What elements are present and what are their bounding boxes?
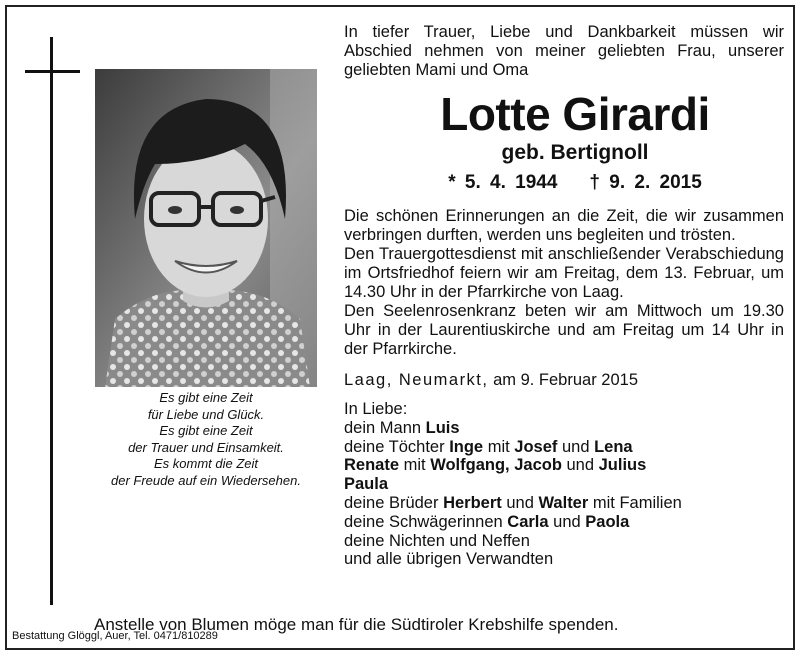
birth-date: * 5. 4. 1944 — [448, 172, 558, 193]
mourner-name: Josef — [514, 437, 558, 456]
poem-line: Es gibt eine Zeit — [159, 390, 253, 405]
mourner-text: deine Schwägerinnen — [344, 512, 508, 531]
mourner-name: Walter — [538, 493, 589, 512]
mourner-text: und — [501, 493, 539, 512]
cross-icon — [50, 37, 53, 605]
love-heading: In Liebe: — [344, 400, 408, 418]
mourner-text: deine Nichten und Neffen — [344, 531, 530, 550]
mourner-line — [344, 419, 784, 438]
mourner-text: und — [548, 512, 586, 531]
donation-note: Anstelle von Blumen möge man für die Südtiroler Krebshilfe spenden. — [94, 615, 619, 634]
mourner-name: Wolfgang, Jacob — [430, 456, 562, 475]
funeral-home: Bestattung Glöggl, Auer, Tel. 0471/810289 — [12, 630, 218, 642]
poem-line: Es kommt die Zeit — [153, 456, 259, 471]
mourner-lines — [344, 419, 784, 569]
mourner-text: und — [557, 437, 595, 456]
mourner-line — [344, 494, 784, 513]
poem-line: der Trauer und Einsamkeit. — [128, 439, 284, 455]
mourner-name: Inge — [449, 437, 484, 456]
life-dates — [366, 171, 784, 195]
poem-line: der Freude auf ein Wiedersehen. — [111, 472, 301, 488]
mourner-line — [344, 438, 784, 457]
mourner-line — [344, 550, 784, 569]
mourner-text: und alle übrigen Verwandten — [344, 550, 554, 569]
mourner-line — [344, 532, 784, 551]
mourner-name: Carla — [507, 512, 549, 531]
mourners-list — [344, 400, 784, 569]
mourner-text: dein Mann — [344, 418, 426, 437]
intro-text: In tiefer Trauer, Liebe und Dankbarkeit müssen wir Abschied nehmen von meiner geliebten Frau, unserer geliebten Mami und Oma — [344, 23, 784, 79]
place: Laag, Neumarkt, — [344, 371, 489, 389]
poem-line: Es gibt eine Zeit — [159, 423, 253, 438]
mourner-name: Lena — [594, 437, 633, 456]
cross-icon-bar — [25, 70, 80, 73]
mourner-line — [344, 475, 784, 494]
mourner-name: Herbert — [443, 493, 502, 512]
mourner-text: und — [561, 456, 599, 475]
obituary-notice — [5, 5, 795, 650]
mourner-name: Julius — [598, 456, 647, 475]
poem — [87, 390, 325, 489]
service-paragraph: Den Trauergottesdienst mit anschließender Verabschiedung im Ortsfriedhof feiern wir am Freitag, dem 13. Februar, um 14.30 Uhr in der Pfarrkirche von Laag. — [344, 245, 784, 301]
deceased-name: Lotte Girardi — [440, 88, 710, 140]
death-date: † 9. 2. 2015 — [589, 172, 702, 193]
mourner-name: Renate — [344, 456, 400, 475]
mourner-text: deine Töchter — [344, 437, 450, 456]
place-date — [344, 371, 784, 390]
mourner-text: mit — [483, 437, 515, 456]
mourner-text: mit — [399, 456, 431, 475]
mourner-line — [344, 456, 784, 475]
date: am 9. Februar 2015 — [493, 371, 638, 389]
mourner-text: mit Familien — [588, 493, 682, 512]
poem-line: für Liebe und Glück. — [147, 406, 265, 422]
mourner-line — [344, 513, 784, 532]
maiden-name: geb. Bertignoll — [501, 141, 649, 164]
portrait-photo — [95, 69, 317, 387]
mourner-name: Paola — [585, 512, 630, 531]
mourner-text: deine Brüder — [344, 493, 444, 512]
mourner-name: Paula — [344, 475, 389, 494]
memory-paragraph: Die schönen Erinnerungen an die Zeit, die wir zusammen verbringen durften, werden uns begleiten und trösten. — [344, 207, 784, 244]
notice-text — [344, 23, 784, 569]
mourner-name: Luis — [425, 418, 460, 437]
rosary-paragraph: Den Seelenrosenkranz beten wir am Mittwoch um 19.30 Uhr in der Laurentiuskirche und am Freitag um 14 Uhr in der Pfarrkirche. — [344, 302, 784, 358]
